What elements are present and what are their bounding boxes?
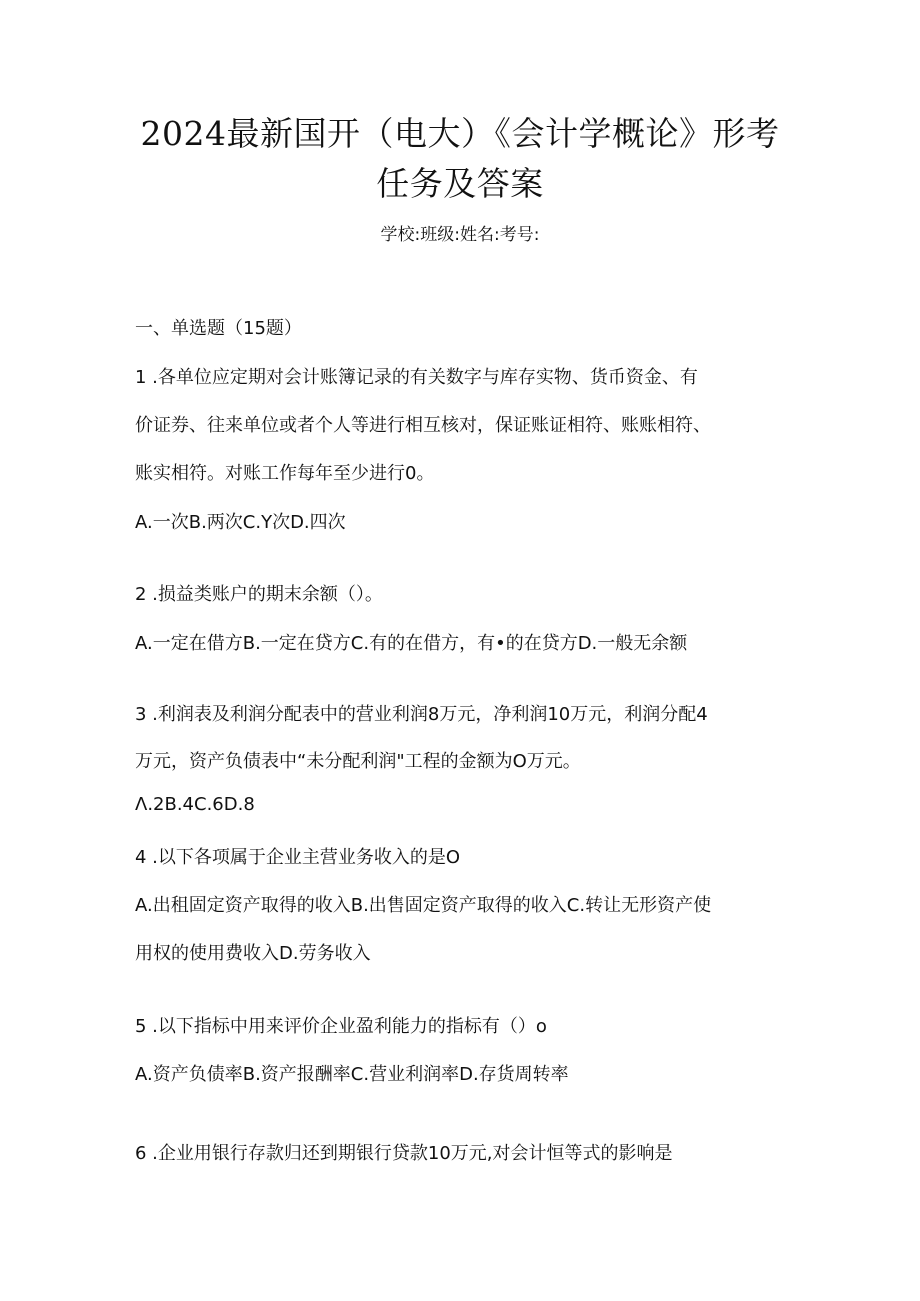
- question-2-stem: 2 .损益类账户的期末余额（）。: [135, 584, 383, 605]
- question-3-stem-line-1: 3 .利润表及利润分配表中的营业利润8万元，净利润10万元，利润分配4: [135, 704, 708, 725]
- question-1-stem-line-3: 账实相符。对账工作每年至少进行0。: [135, 463, 435, 484]
- document-title-line-1: 2024最新国开（电大）《会计学概论》形考: [140, 114, 780, 153]
- question-2-options: A.一定在借方B.一定在贷方C.有的在借方，有•的在贷方D.一般无余额: [135, 633, 688, 654]
- question-4-options-line-2: 用权的使用费收入D.劳务收入: [135, 943, 371, 964]
- question-4-stem: 4 .以下各项属于企业主营业务收入的是O: [135, 847, 461, 868]
- question-5-options: A.资产负债率B.资产报酬率C.营业利润率D.存货周转率: [135, 1064, 569, 1085]
- question-1-stem-line-1: 1 .各单位应定期对会计账簿记录的有关数字与库存实物、货币资金、有: [135, 367, 698, 388]
- question-4-options-line-1: A.出租固定资产取得的收入B.出售固定资产取得的收入C.转让无形资产使: [135, 895, 712, 916]
- question-5-stem: 5 .以下指标中用来评价企业盈利能力的指标有（）o: [135, 1016, 547, 1037]
- section-heading: 一、单选题（15题）: [135, 318, 302, 339]
- student-info-line: 学校:班级:姓名:考号:: [380, 225, 540, 245]
- question-3-options: Λ.2B.4C.6D.8: [135, 794, 255, 815]
- question-6-stem: 6 .企业用银行存款归还到期银行贷款10万元,对会计恒等式的影响是: [135, 1143, 673, 1164]
- document-title-line-2: 任务及答案: [376, 164, 544, 203]
- question-1-stem-line-2: 价证券、往来单位或者个人等进行相互核对，保证账证相符、账账相符、: [135, 415, 711, 436]
- question-3-stem-line-2: 万元，资产负债表中“未分配利润"工程的金额为O万元。: [135, 751, 581, 772]
- question-1-options: A.一次B.两次C.Y次D.四次: [135, 512, 346, 533]
